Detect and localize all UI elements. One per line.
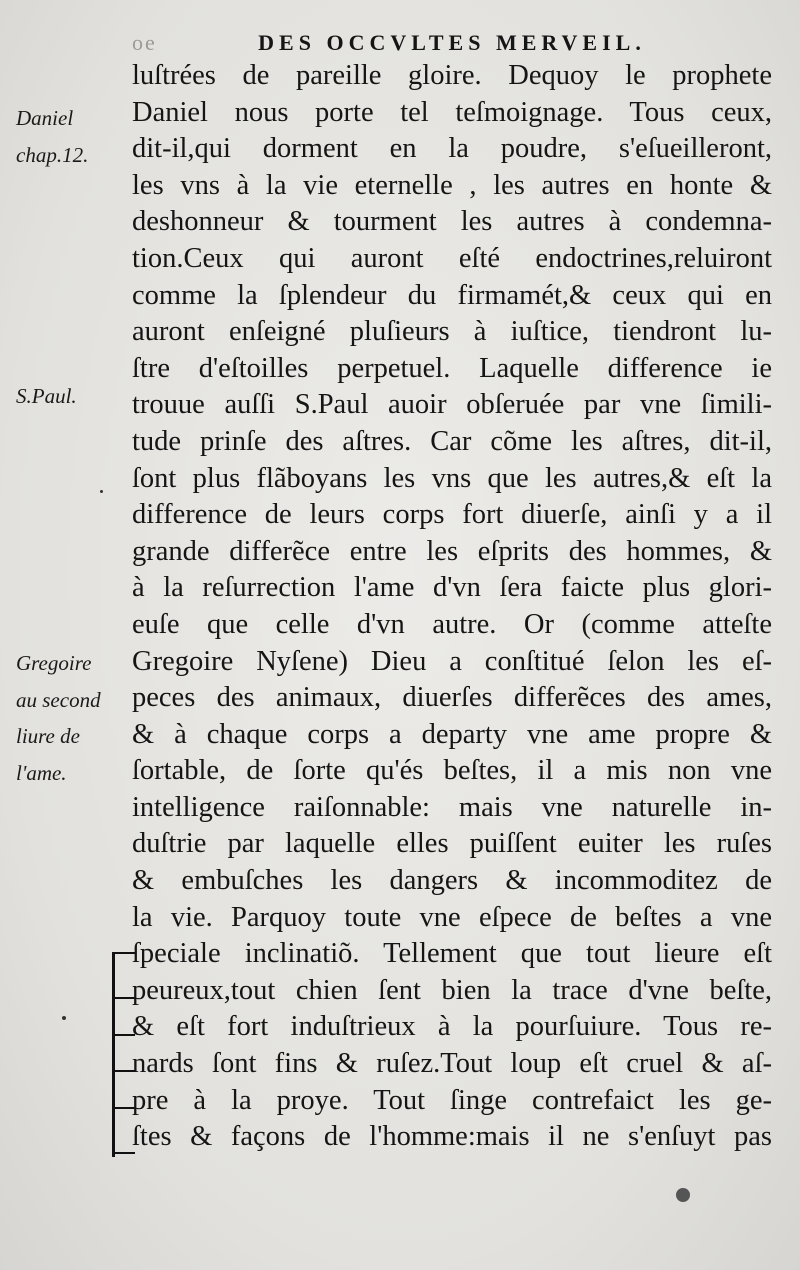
margin-note-gregoire <box>16 645 134 791</box>
text-line: & à chaque corps a departy vne ame propre & <box>132 718 772 750</box>
text-line: & embuſches les dangers & incommoditez de <box>132 865 772 897</box>
text-line: la vie. Parquoy toute vne eſpece de beſtes a vne <box>132 901 772 933</box>
margin-note-line: Daniel <box>16 106 74 130</box>
running-head-title: DES OCCVLTES MERVEIL. <box>258 30 646 55</box>
text-line: tude prinſe des aſtres. Car cõme les aſtres, dit-il, <box>132 425 772 457</box>
text-line: comme la ſplendeur du firmamét,& ceux qui en <box>132 279 772 311</box>
text-line: Gregoire Nyſene) Dieu a conſtitué ſelon les eſ- <box>132 645 772 677</box>
text-line: ſtes & façons de l'homme:mais il ne s'enſuyt pas <box>132 1121 772 1153</box>
marginal-bracket <box>112 952 133 1157</box>
text-line: auront enſeigné pluſieurs à iuſtice, tiendront lu- <box>132 316 772 348</box>
text-line: ſont plus flãboyans les vns que les autres,& eſt la <box>132 462 772 494</box>
text-line: ſpeciale inclinatiõ. Tellement que tout lieure eſt <box>132 938 772 970</box>
ink-speck <box>676 1188 690 1202</box>
text-line: Daniel nous porte tel teſmoignage. Tous ceux, <box>132 96 772 128</box>
body-text <box>132 58 772 1156</box>
ink-speck <box>100 490 103 493</box>
text-line: ſortable, de ſorte qu'és beſtes, il a mis non vne <box>132 755 772 787</box>
margin-note-line: S.Paul. <box>16 384 77 408</box>
running-head <box>132 30 772 56</box>
margin-note-line: au second <box>16 687 101 712</box>
text-line: & eſt fort induſtrieux à la pourſuiure. Tous re- <box>132 1011 772 1043</box>
text-line: difference de leurs corps fort diuerſe, ainſi y a il <box>132 499 772 531</box>
text-line: deshonneur & tourment les autres à condemna- <box>132 206 772 238</box>
text-line: tion.Ceux qui auront eſté endoctrines,reluiront <box>132 242 772 274</box>
text-line: luſtrées de pareille gloire. Dequoy le prophete <box>132 60 772 91</box>
text-line: trouue auſſi S.Paul auoir obſeruée par vne ſimili- <box>132 389 772 421</box>
text-line: peureux,tout chien ſent bien la trace d'vne beſte, <box>132 974 772 1006</box>
text-line: dit-il,qui dorment en la poudre, s'eſueilleront, <box>132 133 772 165</box>
text-line: intelligence raiſonnable: mais vne naturelle in- <box>132 791 772 823</box>
margin-note-line: chap.12. <box>16 142 89 167</box>
margin-note-line: Gregoire <box>16 651 92 675</box>
margin-note-spaul <box>16 378 134 415</box>
margin-note-line: liure de <box>16 724 80 749</box>
text-line: euſe que celle d'vn autre. Or (comme atteſte <box>132 608 772 640</box>
page-folio: oe <box>132 30 157 55</box>
text-line: ſtre d'eſtoilles perpetuel. Laquelle difference ie <box>132 352 772 384</box>
margin-note-daniel <box>16 100 134 173</box>
text-line: les vns à la vie eternelle , les autres en honte & <box>132 169 772 201</box>
margin-note-line: l'ame. <box>16 760 67 785</box>
text-line: duſtrie par laquelle elles puiſſent euiter les ruſes <box>132 828 772 860</box>
text-line: à la reſurrection l'ame d'vn ſera faicte plus glori- <box>132 572 772 604</box>
text-line: peces des animaux, diuerſes differẽces des ames, <box>132 682 772 714</box>
text-line: pre à la proye. Tout ſinge contrefaict les ge- <box>132 1084 772 1116</box>
text-line: grande differẽce entre les eſprits des hommes, & <box>132 535 772 567</box>
ink-speck <box>62 1016 66 1020</box>
text-line: nards ſont fins & ruſez.Tout loup eſt cruel & aſ- <box>132 1048 772 1080</box>
